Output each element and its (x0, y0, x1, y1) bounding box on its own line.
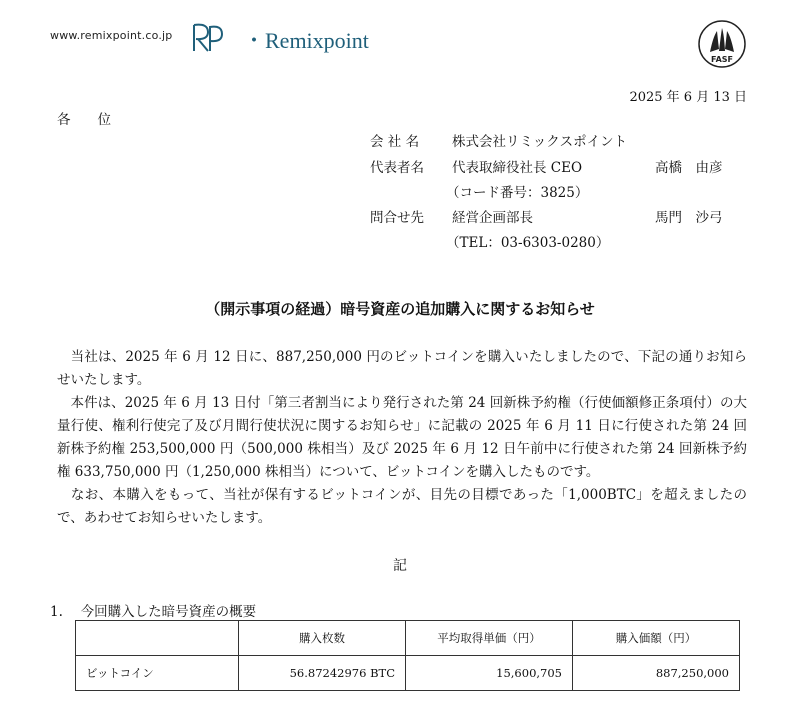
addressee: 各 位 (57, 112, 111, 128)
company-url[interactable]: www.remixpoint.co.jp (50, 29, 173, 42)
contact-name: 馬門 沙弓 (655, 210, 723, 226)
fasf-logo-icon (697, 19, 747, 69)
fasf-label: FASF (711, 55, 733, 64)
table-cell-avg-price: 15,600,705 (406, 656, 573, 691)
table-header-cell: 購入枚数 (239, 621, 406, 656)
paragraph-3: なお、本購入をもって、当社が保有するビットコインが、目先の目標であった「1,000BTC」を超えましたので、あわせてお知らせいたします。 (57, 487, 747, 526)
stock-code: （コード番号：3825） (446, 185, 589, 201)
table-cell-quantity: 56.87242976 BTC (239, 656, 406, 691)
paragraph-2: 本件は、2025 年 6 月 13 日付「第三者割当により発行された第 24 回新株予約権（行使価額修正条項付）の大量行使、権利行使完了及び月間行使状況に関するお知らせ」に記載の 2025 年 6 月 11 日に行使された第 24 回新株予約権 253,500,000 円（500,000 株相当）及び 2025 年 6 月 12 日午前中に行使された第 24 回新株予約権 633,750,000 円（1,250,000 株相当）について、ビットコインを購入したものです。 (57, 395, 747, 480)
brand-name: ・Remixpoint (243, 28, 369, 53)
table-cell-amount: 887,250,000 (573, 656, 740, 691)
company-name-value: 株式会社リミックスポイント (452, 134, 628, 150)
document-title: （開示事項の経過）暗号資産の追加購入に関するお知らせ (205, 300, 595, 318)
table-cell-asset: ビットコイン (76, 656, 239, 691)
company-name-label: 会 社 名 (370, 134, 420, 150)
table-header-cell (76, 621, 239, 656)
table-header-cell: 購入価額（円） (573, 621, 740, 656)
contact-label: 問合せ先 (370, 210, 424, 226)
table-header-row (76, 621, 740, 656)
section-1-heading: 1. 今回購入した暗号資産の概要 (50, 604, 257, 620)
ki-heading: 記 (393, 558, 407, 574)
representative-label: 代表者名 (370, 160, 424, 176)
contact-tel: （TEL：03-6303-0280） (446, 235, 610, 251)
contact-department: 経営企画部長 (452, 210, 533, 226)
representative-name: 高橋 由彦 (655, 160, 723, 176)
crypto-purchase-table (75, 620, 740, 691)
representative-title: 代表取締役社長 CEO (452, 160, 583, 176)
remixpoint-logo-icon (186, 17, 226, 57)
table-row (76, 656, 740, 691)
table-header-cell: 平均取得単価（円） (406, 621, 573, 656)
document-date: 2025 年 6 月 13 日 (629, 90, 747, 105)
paragraph-1: 当社は、2025 年 6 月 12 日に、887,250,000 円のビットコインを購入いたしましたので、下記の通りお知らせいたします。 (57, 349, 747, 388)
